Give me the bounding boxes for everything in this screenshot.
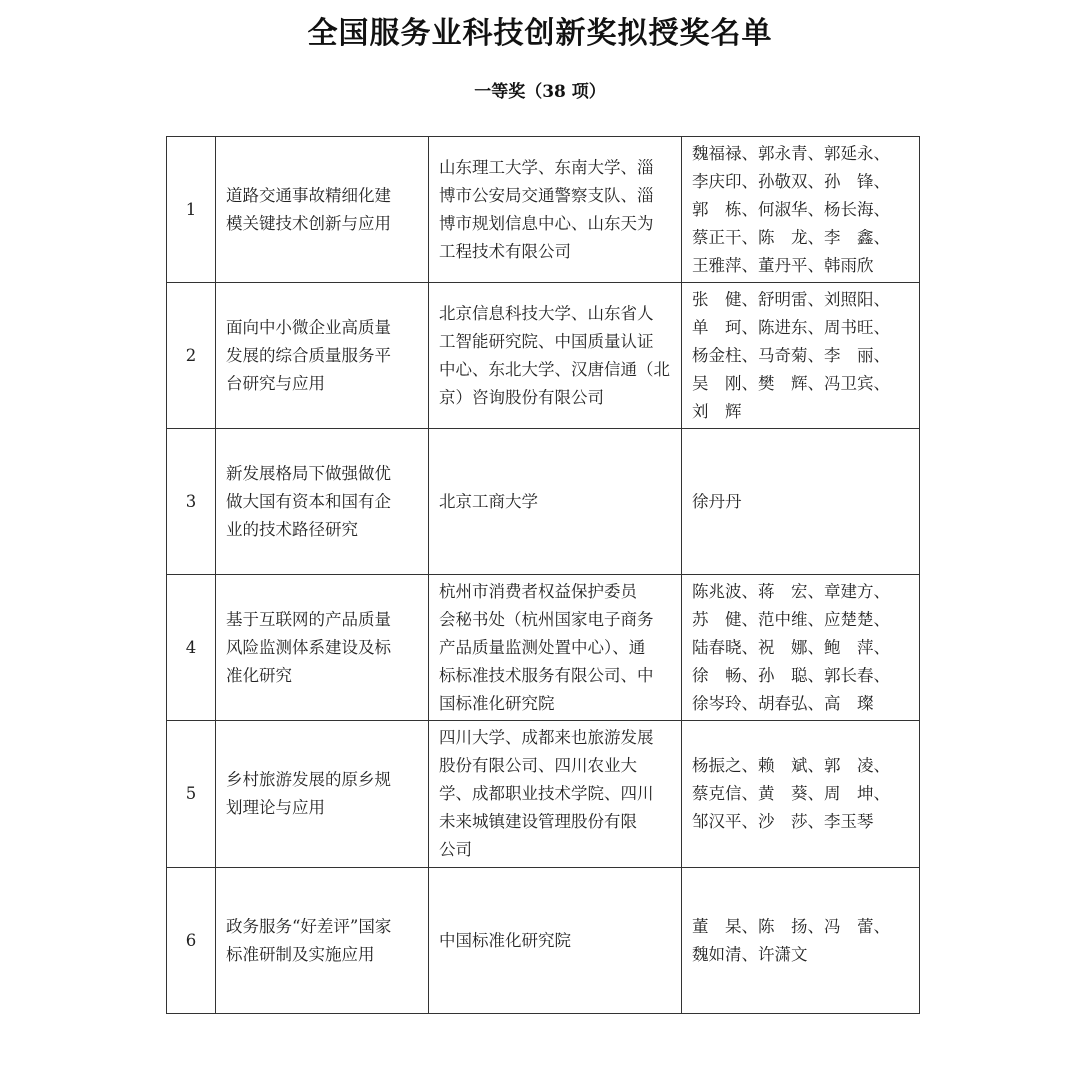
table-row — [167, 721, 920, 868]
page-title: 全国服务业科技创新奖拟授奖名单 — [307, 16, 773, 51]
project-name: 面向中小微企业高质量 发展的综合质量服务平 台研究与应用 — [226, 317, 391, 393]
table-row — [167, 868, 920, 1014]
row-number: 5 — [167, 721, 216, 868]
row-number: 6 — [167, 868, 216, 1014]
row-number: 1 — [167, 137, 216, 283]
row-number: 4 — [167, 575, 216, 721]
completing-units: 杭州市消费者权益保护委员 会秘书处（杭州国家电子商务 产品质量监测处置中心）、通 标标准技术服务有限公司、中 国标准化研究院 — [439, 581, 654, 713]
completing-people: 魏福禄、郭永青、郭延永、 李庆印、孙敬双、孙 锋、 郭 栋、何淑华、杨长海、 蔡正干、陈 龙、李 鑫、 王雅萍、董丹平、韩雨欣 — [692, 143, 890, 275]
completing-units: 中国标准化研究院 — [439, 930, 571, 950]
table-row — [167, 137, 920, 283]
completing-people: 徐丹丹 — [692, 491, 742, 511]
completing-units: 北京工商大学 — [439, 491, 538, 511]
completing-units: 北京信息科技大学、山东省人 工智能研究院、中国质量认证 中心、东北大学、汉唐信通（北 京）咨询股份有限公司 — [439, 303, 670, 407]
award-table — [166, 136, 920, 1014]
project-name: 政务服务“好差评”国家 标准研制及实施应用 — [226, 916, 392, 964]
completing-people: 张 健、舒明雷、刘照阳、 单 珂、陈进东、周书旺、 杨金柱、马奇菊、李 丽、 吴 刚、樊 辉、冯卫宾、 刘 辉 — [692, 289, 890, 421]
project-name: 新发展格局下做强做优 做大国有资本和国有企 业的技术路径研究 — [226, 463, 391, 539]
table-row — [167, 429, 920, 575]
project-name: 基于互联网的产品质量 风险监测体系建设及标 准化研究 — [226, 609, 391, 685]
project-name: 乡村旅游发展的原乡规 划理论与应用 — [226, 770, 391, 817]
award-category-heading: 一等奖（38 项） — [474, 82, 606, 102]
row-number: 3 — [167, 429, 216, 575]
completing-units: 山东理工大学、东南大学、淄 博市公安局交通警察支队、淄 博市规划信息中心、山东天为 工程技术有限公司 — [439, 157, 654, 261]
table-row — [167, 575, 920, 721]
completing-units: 四川大学、成都来也旅游发展 股份有限公司、四川农业大 学、成都职业技术学院、四川 未来城镇建设管理股份有限 公司 — [439, 728, 654, 859]
completing-people: 杨振之、赖 斌、郭 凌、 蔡克信、黄 葵、周 坤、 邹汉平、沙 莎、李玉琴 — [692, 756, 890, 831]
table-row — [167, 283, 920, 429]
completing-people: 董 杲、陈 扬、冯 蕾、 魏如清、许潇文 — [692, 916, 890, 964]
completing-people: 陈兆波、蒋 宏、章建方、 苏 健、范中维、应楚楚、 陆春晓、祝 娜、鲍 萍、 徐 畅、孙 聪、郭长春、 徐岑玲、胡春弘、高 璨 — [692, 581, 890, 713]
project-name: 道路交通事故精细化建 模关键技术创新与应用 — [226, 185, 391, 233]
row-number: 2 — [167, 283, 216, 429]
